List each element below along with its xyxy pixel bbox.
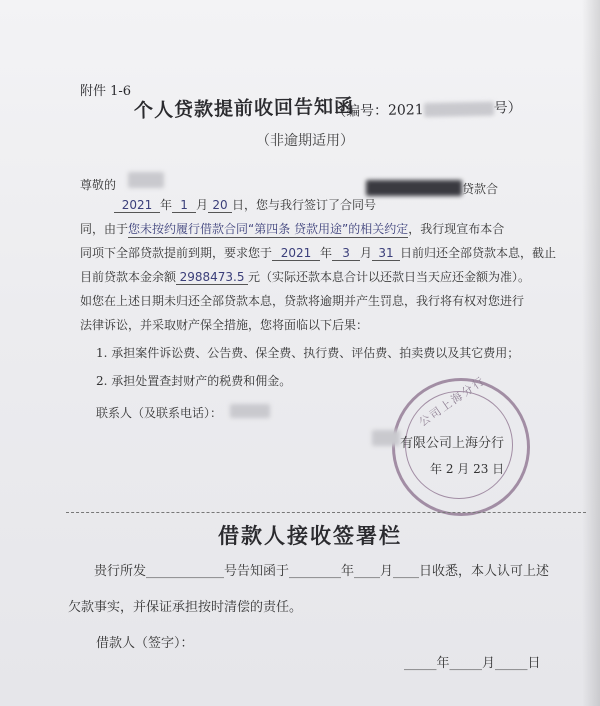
redacted-number	[424, 102, 494, 117]
receipt-line-1: 贵行所发____________号告知函于________年____月____日收悉，本人认可上述	[94, 564, 550, 579]
number-label: （编号：2021	[331, 102, 424, 120]
issue-date: 年 2 月 23 日	[430, 462, 505, 476]
legal-action: 法律诉讼，并采取财产保全措施，您将面临以下后果：	[80, 318, 369, 332]
principal-line	[80, 268, 530, 285]
breach-prefix: 同，由于	[80, 222, 129, 236]
seal-text: 公司上海分行	[416, 373, 488, 430]
deadline-month: 3	[332, 246, 360, 261]
breach-line	[80, 220, 504, 238]
deadline-prefix: 同项下全部贷款提前到期，要求您于	[80, 246, 273, 260]
deadline-year: 2021	[272, 246, 320, 261]
sign-month: 1	[172, 198, 196, 213]
document-title: 个人贷款提前收回告知函	[133, 95, 355, 122]
deadline-day: 31	[372, 246, 400, 261]
redacted-contract-no	[366, 180, 462, 196]
consequence-2: 2. 承担处置查封财产的税费和佣金。	[96, 374, 292, 388]
principal-balance: 2988473.5	[176, 270, 248, 285]
document-number	[332, 97, 522, 121]
sign-year: 2021	[114, 198, 160, 213]
contact-label: 联系人（及联系电话）：	[96, 406, 223, 420]
salutation: 尊敬的	[80, 178, 117, 192]
redacted-issuer	[372, 430, 400, 446]
redacted-contact	[230, 404, 270, 418]
page-edge-shadow	[582, 0, 600, 706]
deadline-line: 同项下全部贷款提前到期，要求您于 2021 年 3 月 31 日前归还全部贷款本息，截止	[80, 246, 557, 260]
signed-text: 日，您与我行签订了合同号	[232, 198, 377, 212]
overdue-warning: 如您在上述日期未归还全部贷款本息，贷款将逾期并产生罚息，我行将有权对您进行	[80, 294, 525, 308]
attachment-label: 附件 1-6	[80, 84, 132, 99]
sign-day: 20	[208, 198, 232, 213]
sign-date-line: 2021 年 1 月 20 日，您与我行签订了合同号	[114, 196, 376, 213]
borrower-signature-label: 借款人（签字）：	[96, 636, 194, 651]
cut-line	[66, 512, 586, 513]
receipt-line-2: 欠款事实，并保证承担按时清偿的责任。	[68, 600, 303, 615]
breach-reason: 您未按约履行借款合同“第四条 贷款用途”的相关约定	[128, 222, 409, 236]
principal-suffix: 元（实际还款本息合计以还款日当天应还金额为准）。	[248, 270, 531, 284]
breach-suffix: ，我行现宣布本合	[408, 222, 505, 236]
number-suffix: 号）	[493, 100, 522, 117]
deadline-suffix: 日前归还全部贷款本息，截止	[400, 246, 557, 260]
issuer-name: 有限公司上海分行	[400, 436, 505, 451]
receipt-date-line: _____年_____月_____日	[404, 656, 541, 671]
document-subtitle: （非逾期适用）	[256, 133, 354, 149]
loan-type-suffix: 贷款合	[462, 182, 499, 196]
redacted-name	[128, 172, 164, 188]
principal-prefix: 目前贷款本金余额	[80, 270, 177, 284]
consequence-1: 1. 承担案件诉讼费、公告费、保全费、执行费、评估费、拍卖费以及其它费用；	[96, 346, 520, 360]
receipt-title: 借款人接收签署栏	[218, 523, 402, 548]
